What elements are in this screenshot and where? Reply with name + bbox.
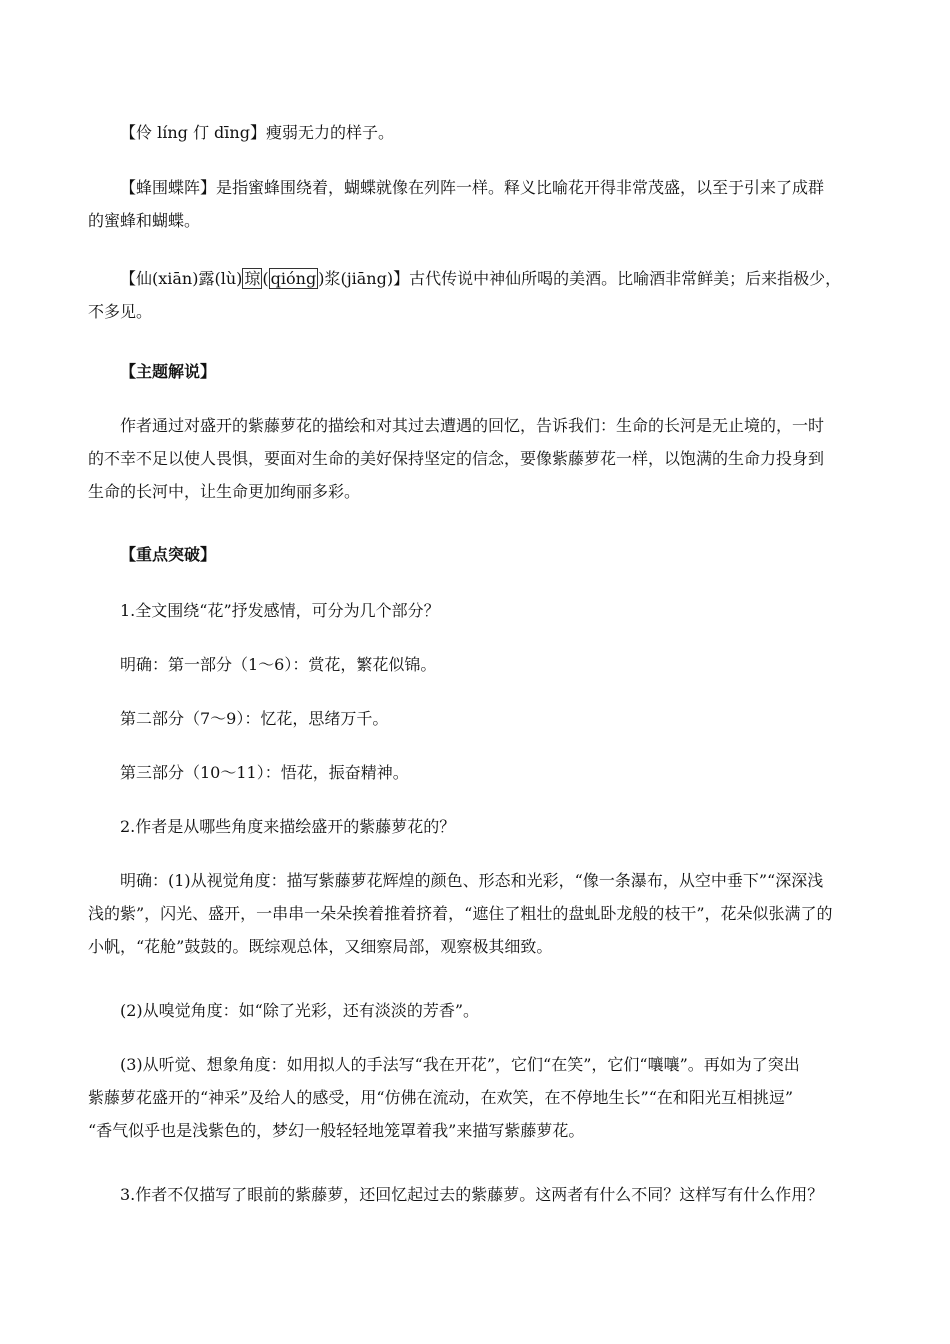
vocab-qiongjiang [88, 262, 864, 328]
answer-2-smell [88, 994, 864, 1027]
vocab-qiongjiang-line-1 [88, 262, 864, 295]
theme-line-3: 生命的长河中，让生命更加绚丽多彩。 [88, 482, 361, 501]
vocab-qiongjiang-pre: 【仙(xiān)露(lù) [120, 269, 243, 288]
answer-1-part-1-text: 明确：第一部分（1～6）：赏花，繁花似锦。 [120, 655, 437, 674]
question-2-text: 2.作者是从哪些角度来描绘盛开的紫藤萝花的？ [120, 817, 456, 836]
answer-2-visual-line-3: 小帆，“花舱”鼓鼓的。既综观总体，又细察局部，观察极其细致。 [88, 937, 553, 956]
theme-line-2: 的不幸不足以使人畏惧，要面对生命的美好保持坚定的信念，要像紫藤萝花一样，以饱满的生命力投身到 [88, 449, 825, 468]
vocab-qiongjiang-open-paren: ( [262, 269, 269, 288]
vocab-fengwei [88, 171, 864, 237]
answer-2-hearing [88, 1048, 864, 1147]
vocab-lingding [88, 116, 864, 149]
vocab-fengwei-line-2: 的蜜蜂和蝴蝶。 [88, 211, 201, 230]
answer-1-part-1 [88, 648, 864, 681]
question-3-text: 3.作者不仅描写了眼前的紫藤萝，还回忆起过去的紫藤萝。这两者有什么不同？这样写有什么作用？ [120, 1185, 824, 1204]
key-section-heading [88, 538, 864, 571]
vocab-fengwei-line-1: 【蜂围蝶阵】是指蜜蜂围绕着，蝴蝶就像在列阵一样。释义比喻花开得非常茂盛，以至于引来了成群 [120, 178, 825, 197]
boxed-char-qiong: 琼 [244, 269, 261, 288]
theme-section-heading [88, 355, 864, 388]
theme-heading: 【主题解说】 [120, 362, 217, 381]
answer-2-hearing-line-2: 紫藤萝花盛开的“神采”及给人的感受，用“仿佛在流动，在欢笑，在不停地生长”“在和阳光互相挑逗” [88, 1088, 794, 1107]
vocab-lingding-text: 【伶 líng 仃 dīng】瘦弱无力的样子。 [120, 123, 394, 142]
question-2 [88, 810, 864, 843]
vocab-qiongjiang-line-2: 不多见。 [88, 302, 153, 321]
answer-1-part-2-text: 第二部分（7～9）：忆花，思绪万千。 [120, 709, 389, 728]
key-heading: 【重点突破】 [120, 545, 217, 564]
boxed-pinyin-qiong: qióng [270, 269, 317, 288]
answer-2-visual-line-1: 明确：(1)从视觉角度：描写紫藤萝花辉煌的颜色、形态和光彩，“像一条瀑布，从空中垂下”“深深浅 [120, 871, 824, 890]
question-1 [88, 594, 864, 627]
question-3 [88, 1178, 864, 1211]
theme-line-1: 作者通过对盛开的紫藤萝花的描绘和对其过去遭遇的回忆，告诉我们：生命的长河是无止境的，一时 [120, 416, 825, 435]
answer-1-part-3 [88, 756, 864, 789]
answer-1-part-3-text: 第三部分（10～11）：悟花，振奋精神。 [120, 763, 409, 782]
answer-2-visual [88, 864, 864, 963]
answer-2-visual-line-2: 浅的紫”，闪光、盛开，一串串一朵朵挨着推着挤着，“遮住了粗壮的盘虬卧龙般的枝干”，花朵似张满了的 [88, 904, 833, 923]
vocab-qiongjiang-post: )浆(jiāng)】古代传说中神仙所喝的美酒。比喻酒非常鲜美；后来指极少， [318, 269, 842, 288]
answer-2-hearing-line-1: (3)从听觉、想象角度：如用拟人的手法写“我在开花”，它们“在笑”，它们“嚷嚷”。再如为了突出 [120, 1055, 800, 1074]
answer-2-hearing-line-3: “香气似乎也是浅紫色的，梦幻一般轻轻地笼罩着我”来描写紫藤萝花。 [88, 1121, 585, 1140]
answer-1-part-2 [88, 702, 864, 735]
answer-2-smell-text: (2)从嗅觉角度：如“除了光彩，还有淡淡的芳香”。 [120, 1001, 480, 1020]
theme-paragraph [88, 409, 864, 508]
question-1-text: 1.全文围绕“花”抒发感情，可分为几个部分？ [120, 601, 440, 620]
